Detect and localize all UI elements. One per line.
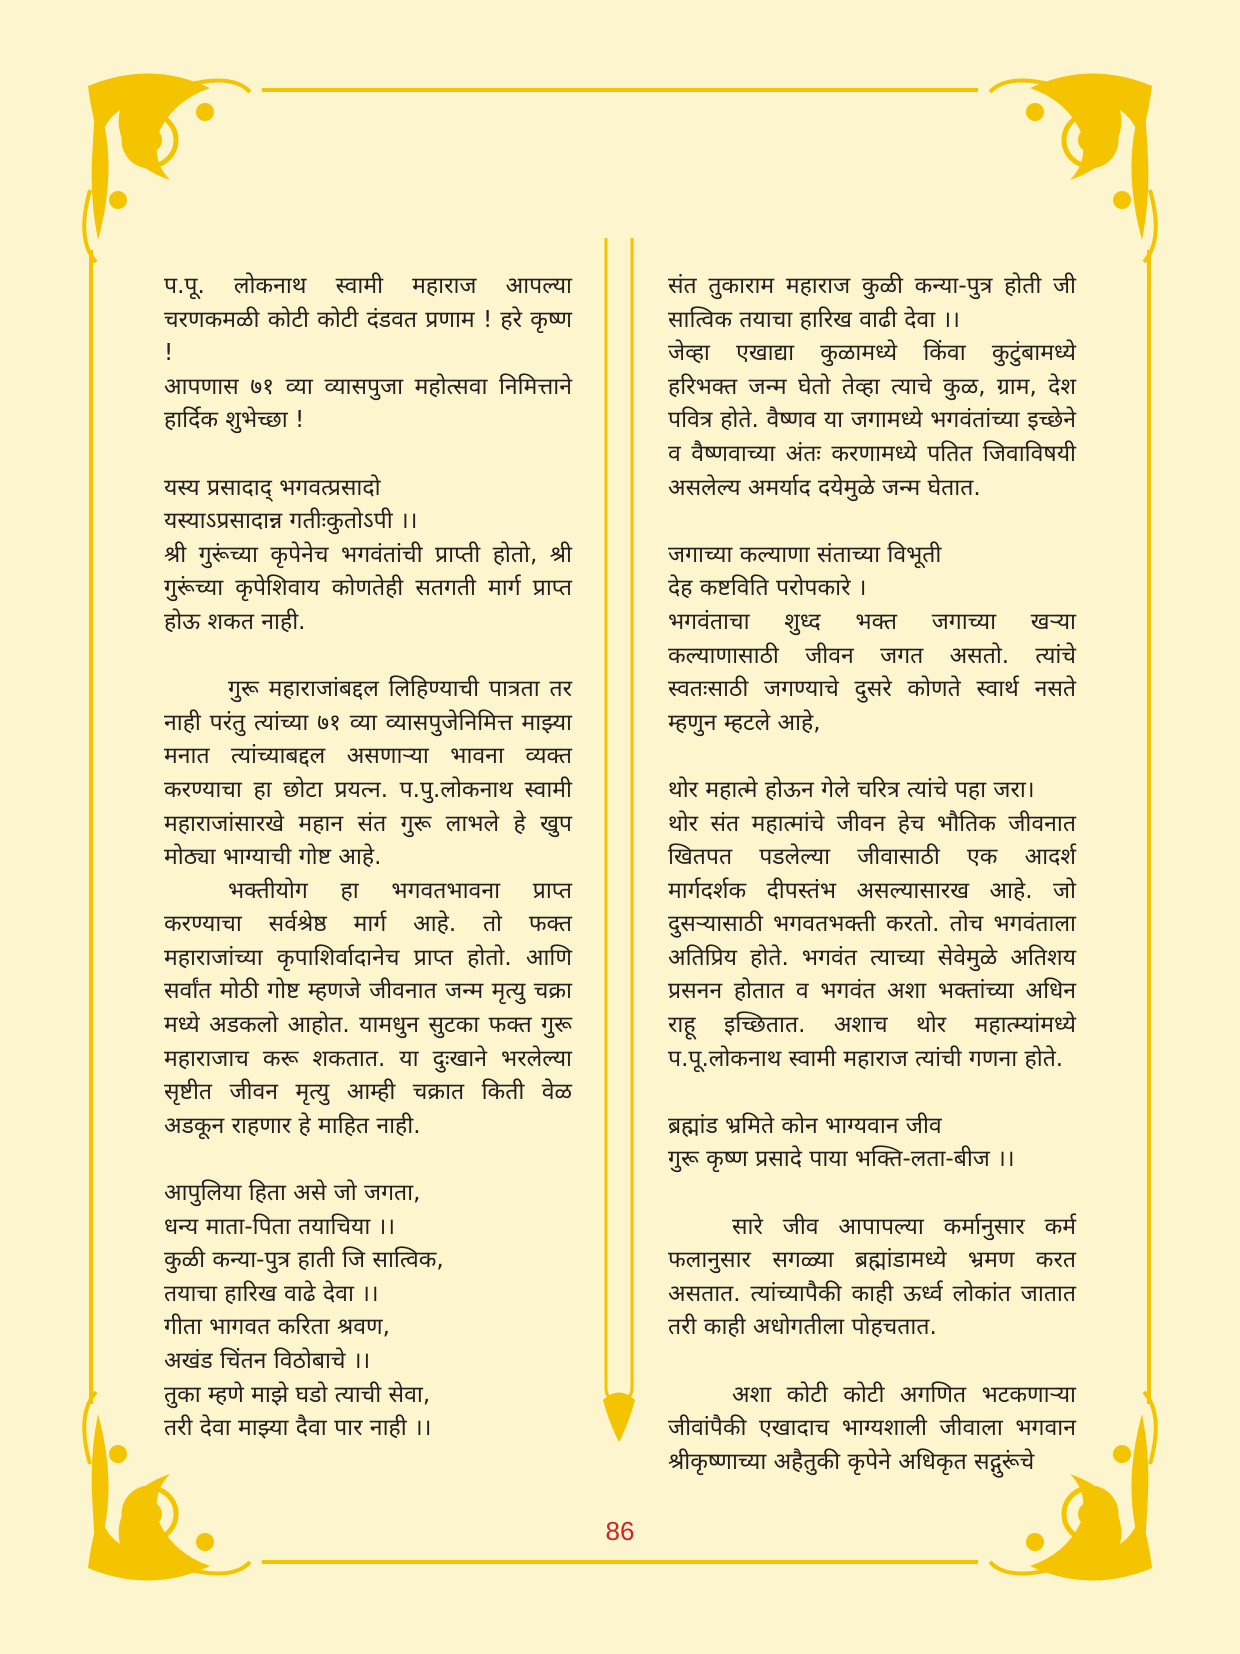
sloka-line-1: यस्य प्रसादाद् भगवत्प्रसादो: [164, 474, 381, 501]
abhang-line: तरी देवा माझ्या दैवा पार नाही ।।: [164, 1415, 432, 1442]
abhang-line: आपुलिया हिता असे जो जगता,: [164, 1180, 421, 1207]
abhang-line: गीता भागवत करिता श्रवण,: [164, 1314, 390, 1341]
intro-paragraph: संत तुकाराम महाराज कुळी कन्या-पुत्र होती जी सात्विक तयाचा हारिख वाढी देवा ।।: [668, 273, 1076, 333]
abhang-line: अखंड चिंतन विठोबाचे ।।: [164, 1348, 371, 1374]
abhang-line: तयाचा हारिख वाढे देवा ।।: [164, 1280, 379, 1307]
verse-line: देह कष्टविति परोपकारे ।: [668, 575, 867, 602]
verse-line: ब्रह्मांड भ्रमिते कोन भाग्यवान जीव: [668, 1112, 942, 1139]
body-paragraph: भक्तीयोग हा भगवतभावना प्राप्त करण्याचा सर्वश्रेष्ठ मार्ग आहे. तो फक्त महाराजांच्या कृपाशिर्वादानेच प्राप्त होतो. आणि सर्वांत मोठी गोष्ट म्हणजे जीवनात जन्म मृत्यु चक्रा मध्ये अडकलो आहोत. यामधुन सुटका फक्त गुरू महाराजाच करू शकतात. या दुःखाने भरलेल्या सृष्टीत जीवन मृत्यु आम्ही चक्रात किती वेळ अडकून राहणार हे माहित नाही.: [164, 877, 572, 1139]
right-column: [668, 270, 1076, 1479]
abhang-line: कुळी कन्या-पुत्र हाती जि सात्विक,: [164, 1247, 444, 1274]
verse-line: थोर महात्मे होऊन गेले चरित्र त्यांचे पहा जरा।: [668, 776, 1035, 803]
body-paragraph: सारे जीव आपापल्या कर्मानुसार कर्म फलानुसार सगळ्या ब्रह्मांडामध्ये भ्रमण करत असतात. त्यांच्यापैकी काही ऊर्ध्व लोकांत जातात तरी काही अधोगतीला पोहचतात.: [668, 1213, 1076, 1341]
left-column: [164, 270, 572, 1446]
verse-line: जगाच्या कल्याणा संताच्या विभूती: [668, 541, 942, 568]
body-paragraph: जेव्हा एखाद्या कुळामध्ये किंवा कुटुंबामध्ये हरिभक्त जन्म घेतो तेव्हा त्याचे कुळ, ग्राम, देश पवित्र होते. वैष्णव या जगामध्ये भगवंतांच्या इच्छेने व वैष्णवाच्या अंतः करणामध्ये पतित जिवाविषयी असलेल्य अमर्याद दयेमुळे जन्म घेतात.: [668, 340, 1076, 501]
abhang-line: तुका म्हणे माझे घडो त्याची सेवा,: [164, 1381, 431, 1408]
body-paragraph: थोर संत महात्मांचे जीवन हेच भौतिक जीवनात खितपत पडलेल्या जीवासाठी एक आदर्श मार्गदर्शक दीपस्तंभ असल्यासारख आहे. जो दुसऱ्यासाठी भगवतभक्ती करतो. तोच भगवंताला अतिप्रिय होते. भगवंत त्याच्या सेवेमुळे अतिशय प्रसनन होतात व भगवंत अशा भक्तांच्या अधिन राहू इच्छितात. अशाच थोर महात्म्यांमध्ये प.पू.लोकनाथ स्वामी महाराज त्यांची गणना होते.: [668, 810, 1076, 1072]
greeting-paragraph: प.पू. लोकनाथ स्वामी महाराज आपल्या चरणकमळी कोटी कोटी दंडवत प्रणाम ! हरे कृष्ण !: [164, 273, 572, 367]
body-paragraph: अशा कोटी कोटी अगणित भटकणाऱ्या जीवांपैकी एखादाच भाग्यशाली जीवाला भगवान श्रीकृष्णाच्या अहैतुकी कृपेने अधिकृत सद्गुरूंचे: [668, 1381, 1076, 1475]
abhang-line: धन्य माता-पिता तयाचिया ।।: [164, 1213, 396, 1240]
body-paragraph: भगवंताचा शुध्द भक्त जगाच्या खऱ्या कल्याणासाठी जीवन जगत असतो. त्यांचे स्वतःसाठी जगण्याचे दुसरे कोणते स्वार्थ नसते म्हणुन म्हटले आहे,: [668, 608, 1076, 736]
sloka-line-2: यस्याऽप्रसादान्न गतीःकुतोऽपी ।।: [164, 508, 418, 535]
body-paragraph: गुरू महाराजांबद्दल लिहिण्याची पात्रता तर नाही परंतु त्यांच्या ७१ व्या व्यासपुजेनिमित्त माझ्या मनात त्यांच्याबद्दल असणाऱ्या भावना व्यक्त करण्याचा हा छोटा प्रयत्न. प.पु.लोकनाथ स्वामी महाराजांसारखे महान संत गुरू लाभले हे खुप मोठ्या भाग्याची गोष्ट आहे.: [164, 676, 572, 871]
wishes-paragraph: आपणास ७१ व्या व्यासपुजा महोत्सवा निमित्ताने हार्दिक शुभेच्छा !: [164, 373, 572, 434]
sloka-meaning: श्री गुरूंच्या कृपेनेच भगवंतांची प्राप्ती होतो, श्री गुरूंच्या कृपेशिवाय कोणतेही सतगती मार्ग प्राप्त होऊ शकत नाही.: [164, 541, 572, 635]
page-number: 86: [605, 1516, 635, 1546]
verse-line: गुरू कृष्ण प्रसादे पाया भक्ति-लता-बीज ।।: [668, 1146, 1015, 1173]
